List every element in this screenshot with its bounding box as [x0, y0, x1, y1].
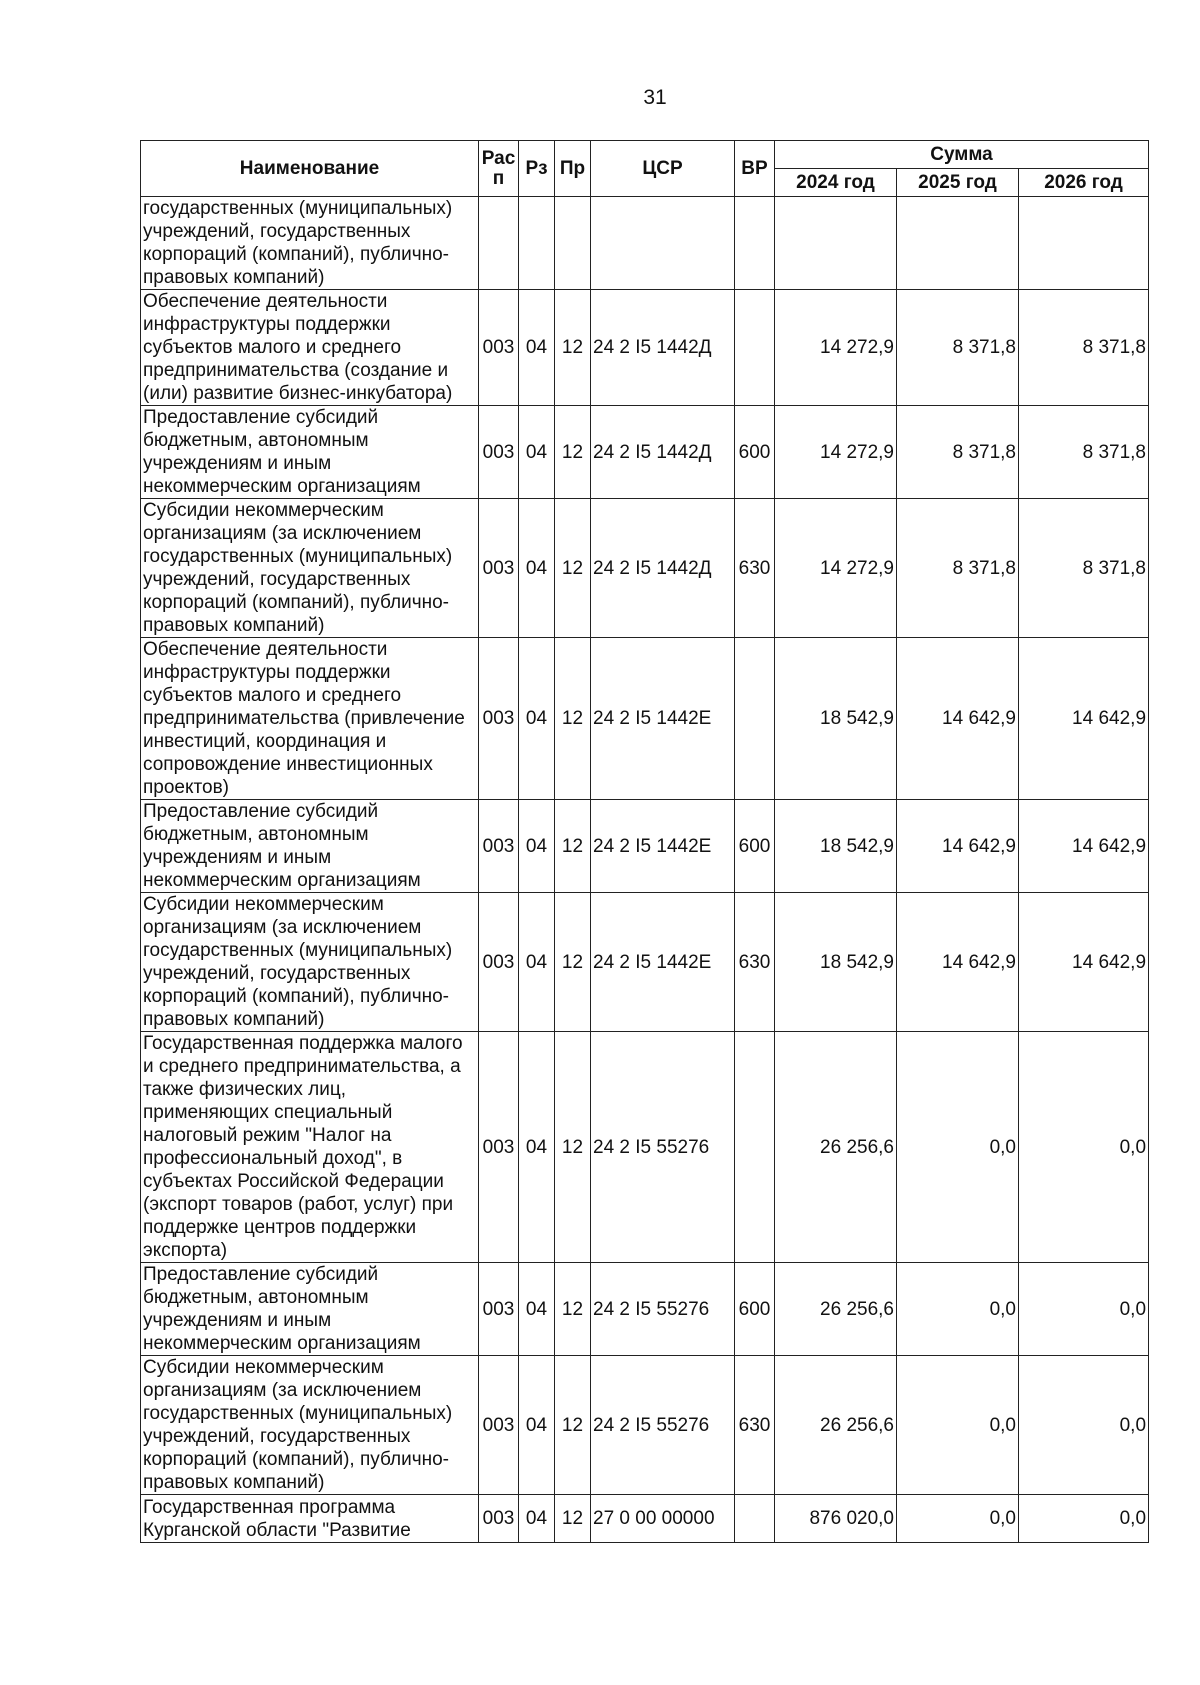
row-rasp: 003 [479, 1032, 519, 1263]
row-rasp: 003 [479, 800, 519, 893]
row-sum-2025: 14 642,9 [897, 638, 1019, 800]
row-rz: 04 [519, 800, 555, 893]
header-2026: 2026 год [1019, 169, 1149, 197]
row-pr: 12 [555, 499, 591, 638]
row-vr: 600 [735, 1263, 775, 1356]
row-rasp: 003 [479, 1356, 519, 1495]
row-csr: 24 2 I5 1442Д [591, 406, 735, 499]
row-sum-2024: 14 272,9 [775, 499, 897, 638]
row-pr [555, 197, 591, 290]
row-rz: 04 [519, 1263, 555, 1356]
row-pr: 12 [555, 1263, 591, 1356]
row-csr: 24 2 I5 55276 [591, 1263, 735, 1356]
row-sum-2026: 8 371,8 [1019, 499, 1149, 638]
row-vr [735, 1032, 775, 1263]
row-sum-2025: 8 371,8 [897, 406, 1019, 499]
row-csr: 27 0 00 00000 [591, 1495, 735, 1543]
table-header [141, 141, 1149, 197]
row-sum-2024: 14 272,9 [775, 406, 897, 499]
row-rz: 04 [519, 499, 555, 638]
header-rz: Рз [519, 141, 555, 197]
row-sum-2025: 8 371,8 [897, 290, 1019, 406]
row-sum-2026 [1019, 197, 1149, 290]
row-name: Государственная поддержка малого и среднего предпринимательства, а также физических лиц, применяющих специальный налоговый режим "Налог на профессиональный доход", в субъектах Российской Федерации (экспорт товаров (работ, услуг) при поддержке центров поддержки экспорта) [141, 1032, 479, 1263]
row-sum-2025: 14 642,9 [897, 800, 1019, 893]
row-vr: 600 [735, 406, 775, 499]
row-sum-2026: 0,0 [1019, 1495, 1149, 1543]
row-rz: 04 [519, 1495, 555, 1543]
table-row [141, 1356, 1149, 1495]
row-vr: 630 [735, 1356, 775, 1495]
row-sum-2024: 18 542,9 [775, 893, 897, 1032]
row-sum-2026: 14 642,9 [1019, 638, 1149, 800]
table-row [141, 499, 1149, 638]
row-rz: 04 [519, 1032, 555, 1263]
row-name: Предоставление субсидий бюджетным, автономным учреждениям и иным некоммерческим организациям [141, 406, 479, 499]
row-vr: 630 [735, 499, 775, 638]
row-rz: 04 [519, 1356, 555, 1495]
row-sum-2026: 8 371,8 [1019, 406, 1149, 499]
row-rz: 04 [519, 290, 555, 406]
row-pr: 12 [555, 1032, 591, 1263]
row-vr [735, 290, 775, 406]
table-row [141, 1263, 1149, 1356]
row-name: Предоставление субсидий бюджетным, автономным учреждениям и иным некоммерческим организациям [141, 1263, 479, 1356]
row-sum-2025: 0,0 [897, 1356, 1019, 1495]
row-vr: 630 [735, 893, 775, 1032]
row-name: Субсидии некоммерческим организациям (за исключением государственных (муниципальных) учреждений, государственных корпораций (компаний), публично-правовых компаний) [141, 499, 479, 638]
row-pr: 12 [555, 638, 591, 800]
row-sum-2024: 18 542,9 [775, 638, 897, 800]
row-sum-2025: 14 642,9 [897, 893, 1019, 1032]
table-row [141, 800, 1149, 893]
row-pr: 12 [555, 290, 591, 406]
header-csr: ЦСР [591, 141, 735, 197]
row-csr: 24 2 I5 55276 [591, 1356, 735, 1495]
row-pr: 12 [555, 406, 591, 499]
row-sum-2024: 26 256,6 [775, 1356, 897, 1495]
row-pr: 12 [555, 1495, 591, 1543]
row-sum-2026: 0,0 [1019, 1032, 1149, 1263]
row-vr [735, 197, 775, 290]
row-sum-2024 [775, 197, 897, 290]
row-rasp: 003 [479, 638, 519, 800]
row-rz [519, 197, 555, 290]
row-name: государственных (муниципальных) учреждений, государственных корпораций (компаний), публично-правовых компаний) [141, 197, 479, 290]
row-rasp [479, 197, 519, 290]
header-2024: 2024 год [775, 169, 897, 197]
row-sum-2026: 14 642,9 [1019, 893, 1149, 1032]
row-rz: 04 [519, 638, 555, 800]
header-summa: Сумма [775, 141, 1149, 169]
row-name: Государственная программа Курганской области "Развитие [141, 1495, 479, 1543]
row-vr: 600 [735, 800, 775, 893]
table-row [141, 1032, 1149, 1263]
row-rasp: 003 [479, 1263, 519, 1356]
row-name: Предоставление субсидий бюджетным, автономным учреждениям и иным некоммерческим организациям [141, 800, 479, 893]
table-row [141, 893, 1149, 1032]
row-csr: 24 2 I5 55276 [591, 1032, 735, 1263]
table-row [141, 290, 1149, 406]
row-rasp: 003 [479, 290, 519, 406]
row-name: Субсидии некоммерческим организациям (за исключением государственных (муниципальных) учреждений, государственных корпораций (компаний), публично-правовых компаний) [141, 1356, 479, 1495]
row-sum-2024: 14 272,9 [775, 290, 897, 406]
row-sum-2026: 0,0 [1019, 1263, 1149, 1356]
table-body [141, 197, 1149, 1543]
row-csr [591, 197, 735, 290]
header-name: Наименование [141, 141, 479, 197]
row-sum-2026: 14 642,9 [1019, 800, 1149, 893]
row-sum-2025: 0,0 [897, 1032, 1019, 1263]
header-2025: 2025 год [897, 169, 1019, 197]
row-rasp: 003 [479, 1495, 519, 1543]
page-number: 31 [643, 86, 667, 109]
table-row [141, 1495, 1149, 1543]
row-rz: 04 [519, 893, 555, 1032]
row-name: Субсидии некоммерческим организациям (за исключением государственных (муниципальных) учреждений, государственных корпораций (компаний), публично-правовых компаний) [141, 893, 479, 1032]
row-sum-2025: 0,0 [897, 1495, 1019, 1543]
row-csr: 24 2 I5 1442Е [591, 893, 735, 1032]
row-sum-2026: 8 371,8 [1019, 290, 1149, 406]
row-sum-2026: 0,0 [1019, 1356, 1149, 1495]
row-rasp: 003 [479, 499, 519, 638]
header-pr: Пр [555, 141, 591, 197]
row-csr: 24 2 I5 1442Д [591, 290, 735, 406]
table-row [141, 638, 1149, 800]
row-sum-2025: 8 371,8 [897, 499, 1019, 638]
row-name: Обеспечение деятельности инфраструктуры поддержки субъектов малого и среднего предпринимательства (привлечение инвестиций, координация и сопровождение инвестиционных проектов) [141, 638, 479, 800]
row-sum-2024: 26 256,6 [775, 1263, 897, 1356]
row-pr: 12 [555, 800, 591, 893]
row-csr: 24 2 I5 1442Е [591, 638, 735, 800]
row-pr: 12 [555, 893, 591, 1032]
header-rasp: Рас п [479, 141, 519, 197]
row-csr: 24 2 I5 1442Д [591, 499, 735, 638]
row-sum-2024: 18 542,9 [775, 800, 897, 893]
row-pr: 12 [555, 1356, 591, 1495]
row-name: Обеспечение деятельности инфраструктуры поддержки субъектов малого и среднего предпринимательства (создание и (или) развитие бизнес-инкубатора) [141, 290, 479, 406]
row-csr: 24 2 I5 1442Е [591, 800, 735, 893]
budget-table [140, 140, 1149, 1543]
row-vr [735, 638, 775, 800]
row-rz: 04 [519, 406, 555, 499]
header-vr: ВР [735, 141, 775, 197]
table-row [141, 197, 1149, 290]
table-row [141, 406, 1149, 499]
row-sum-2025: 0,0 [897, 1263, 1019, 1356]
row-rasp: 003 [479, 893, 519, 1032]
row-sum-2024: 26 256,6 [775, 1032, 897, 1263]
row-rasp: 003 [479, 406, 519, 499]
row-vr [735, 1495, 775, 1543]
row-sum-2025 [897, 197, 1019, 290]
row-sum-2024: 876 020,0 [775, 1495, 897, 1543]
